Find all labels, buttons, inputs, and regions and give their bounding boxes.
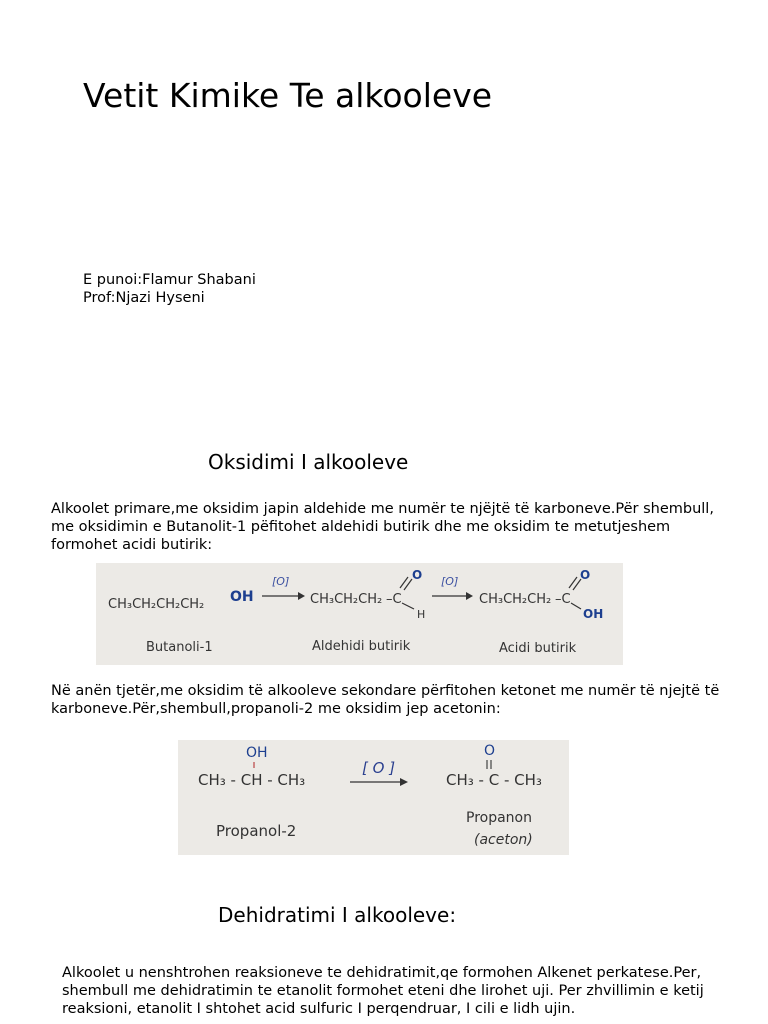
oxidant-label-2: [O] [441, 575, 459, 588]
oxidant-label-3: [ O ] [362, 759, 396, 777]
acid-label: Acidi butirik [499, 641, 577, 656]
section-heading-dehydration: Dehidratimi I alkooleve: [218, 903, 457, 927]
aldehyde-hydrogen: H [417, 608, 426, 621]
svg-text:–C: –C [386, 592, 402, 607]
acetone-formula: CH₃ - C - CH₃ [446, 771, 542, 789]
acid-oh-group: OH [583, 607, 604, 621]
propanon-label: Propanon [466, 810, 532, 826]
propanol-label: Propanol-2 [216, 822, 297, 840]
oxidation-paragraph-secondary: Në anën tjetër,me oksidim të alkooleve sekondare përfitohen ketonet me numër të njejtë të karboneve.Për,shembull,propanoli-2 me oksidim jep acetonin: [51, 683, 720, 717]
oxidation-paragraph-primary: Alkoolet primare,me oksidim japin aldehide me numër te njëjtë të karboneve.Për shembull, me oksidimin e Butanolit-1 pëfitohet aldehidi butirik dhe me oksidim te metutjeshem formohet acidi butirik: [51, 501, 714, 553]
arrowhead-3-icon [400, 778, 408, 786]
acid-oxygen: O [580, 568, 591, 582]
propanol-oxidation-figure [178, 740, 569, 855]
aldehyde-formula: CH₃CH₂CH₂ [310, 592, 383, 607]
prof-line: Prof:Njazi Hyseni [83, 290, 205, 306]
oxidant-label-1: [O] [272, 575, 290, 588]
arrowhead-2-icon [466, 592, 473, 600]
butanol-oh-group: OH [230, 589, 254, 605]
aceton-label: (aceton) [474, 832, 533, 848]
section-heading-oxidation: Oksidimi I alkooleve [208, 450, 409, 474]
butanol-label: Butanoli-1 [146, 640, 213, 655]
acetone-oxygen: O [484, 743, 496, 759]
butanol-oxidation-figure [96, 563, 623, 665]
butanol-formula: CH₃CH₂CH₂CH₂ [108, 597, 205, 612]
aldehyde-oxygen: O [412, 568, 423, 582]
dehydration-paragraph: Alkoolet u nenshtrohen reaksioneve te dehidratimit,qe formohen Alkenet perkatese.Per, shembull me dehidratimin te etanolit formohet eteni dhe lirohet uji. Per zhvillimin e ketij reaksioni, etanolit I shtohet acid sulfuric I perqendruar, I cili e lidh ujin. [62, 965, 704, 1017]
author-line: E punoi:Flamur Shabani [83, 272, 256, 288]
propanol-formula: CH₃ - CH - CH₃ [198, 771, 306, 789]
page-title: Vetit Kimike Te alkooleve [83, 76, 493, 115]
arrowhead-1-icon [298, 592, 305, 600]
aldehyde-label: Aldehidi butirik [312, 639, 411, 654]
svg-text:–C: –C [555, 592, 571, 607]
acid-formula: CH₃CH₂CH₂ [479, 592, 552, 607]
propanol-oh-group: OH [246, 745, 268, 761]
